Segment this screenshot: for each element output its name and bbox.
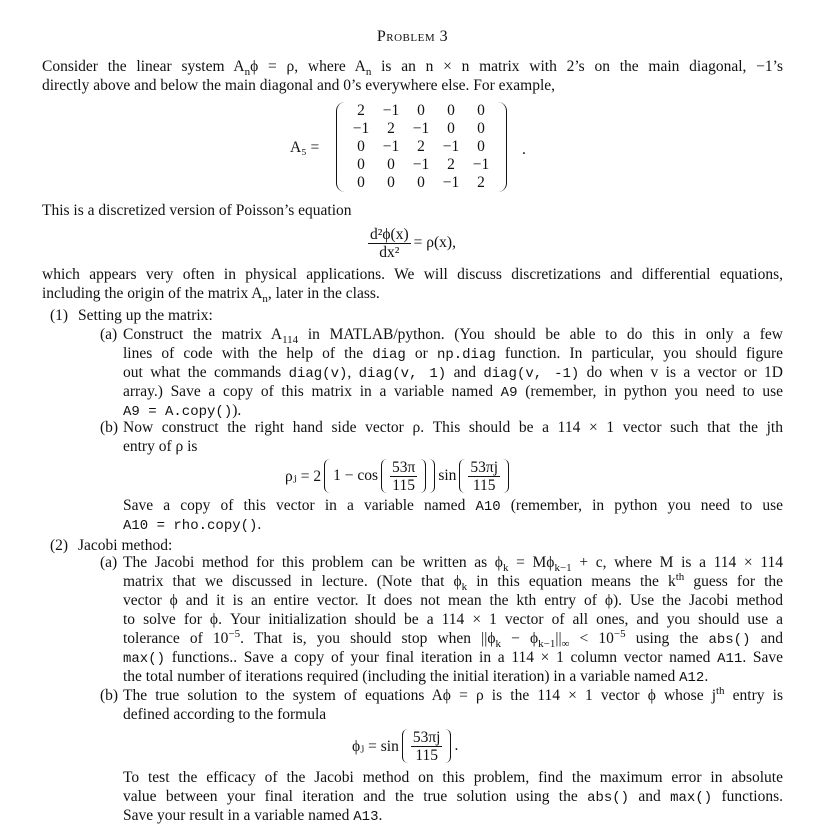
- matrix-cell: 0: [417, 174, 425, 191]
- text-segment: k: [502, 562, 509, 575]
- text-segment: . Save: [742, 649, 783, 666]
- code-text: A10: [475, 499, 501, 515]
- matrix-cell: 0: [357, 138, 365, 155]
- text-segment: n: [365, 66, 372, 79]
- intro-paragraph: [42, 57, 783, 95]
- text-segment: = Mϕ: [508, 554, 555, 571]
- part2a-text: [123, 553, 783, 686]
- text-segment: k−1: [538, 638, 556, 651]
- text-segment: Now construct the right hand side vector ρ. This should be a 114 × 1 vector such that the jth: [123, 419, 783, 436]
- matrix-label: A₅ =: [290, 139, 320, 156]
- text-segment: 114: [282, 334, 299, 347]
- text-line: [42, 76, 783, 95]
- text-line: [123, 437, 783, 456]
- text-segment: entry of ρ is: [123, 438, 198, 455]
- matrix-cell: 0: [387, 174, 395, 191]
- text-segment: vector ϕ and it is an entire vector. It does not mean the kth entry of ϕ). Use the Jacobi method: [123, 592, 783, 609]
- poisson-equation: $\frac{\text{d²ϕ(x)}}{\text{dx²}}$ = ρ(x),: [370, 225, 456, 261]
- code-text: A12: [679, 670, 705, 686]
- code-text: abs(): [708, 632, 751, 648]
- text-segment: th: [675, 570, 685, 583]
- text-segment: . That is, you should stop when ||ϕ: [240, 630, 496, 647]
- text-segment: .: [257, 516, 262, 533]
- text-segment: th: [716, 684, 725, 697]
- text-segment: − ϕ: [501, 630, 539, 647]
- matrix-cell: 2: [357, 102, 365, 119]
- paren-close: [503, 459, 509, 493]
- text-line: [42, 284, 783, 306]
- paren-close: [445, 729, 451, 763]
- text-line: [123, 705, 783, 724]
- text-line: [123, 610, 783, 629]
- matrix-cell: 0: [357, 174, 365, 191]
- text-segment: ).: [232, 402, 242, 419]
- part2-title: Jacobi method:: [78, 537, 173, 554]
- text-segment: Save a copy of this vector in a variable named: [123, 497, 476, 514]
- matrix-cell: 2: [447, 156, 455, 173]
- poisson-intro: This is a discretized version of Poisson’s equation: [42, 202, 352, 219]
- text-segment: < 10: [569, 630, 614, 647]
- part1-title: Setting up the matrix:: [78, 307, 213, 324]
- code-text: max(): [670, 790, 713, 806]
- text-segment: and: [750, 630, 783, 647]
- text-line: [123, 591, 783, 610]
- text-line: [123, 648, 783, 667]
- matrix-cell: 2: [417, 138, 425, 155]
- text-segment: in this equation means the k: [467, 573, 676, 590]
- matrix-cell: 0: [477, 138, 485, 155]
- paren-open: [324, 459, 330, 493]
- matrix-cell: −1: [442, 174, 460, 191]
- part1b-text2: [123, 496, 783, 534]
- text-segment: n: [262, 293, 268, 306]
- code-text: max(): [123, 651, 166, 667]
- text-segment: and: [446, 364, 484, 381]
- part2b-text: [123, 686, 783, 724]
- matrix-cell: −1: [472, 156, 490, 173]
- text-segment: Consider the linear system A: [42, 58, 245, 75]
- text-segment: , later in the class.: [267, 285, 380, 302]
- text-line: [123, 570, 784, 594]
- code-text: A11: [717, 651, 743, 667]
- matrix-cell: 0: [387, 156, 395, 173]
- text-segment: entry is: [724, 687, 783, 704]
- paren-open: [402, 729, 408, 763]
- text-segment: k: [495, 638, 502, 651]
- part1b-text: [123, 418, 783, 456]
- matrix-cell: 0: [357, 156, 365, 173]
- matrix-cell: 0: [477, 102, 485, 119]
- example-matrix: A₅ = 2 −1 0 0 0 −1 2 −1 0 0 0 −1 2 −1 0 0 0 −1 2 −1 0 0 0 −1 2 .: [290, 102, 526, 191]
- text-segment: functions.. Save a copy of your final iteration in a 114 × 1 column vector named: [165, 649, 718, 666]
- text-line: [123, 667, 783, 686]
- matrix-cell: −1: [382, 102, 400, 119]
- matrix-cell: −1: [412, 156, 430, 173]
- text-segment: .: [704, 668, 709, 685]
- text-segment: including the origin of the matrix A: [42, 285, 263, 302]
- code-text: diag(v): [288, 366, 348, 382]
- matrix-cell: −1: [352, 120, 370, 137]
- text-line: [123, 768, 783, 787]
- code-text: np.diag: [436, 347, 496, 363]
- text-line: [123, 496, 783, 515]
- text-segment: guess for the: [684, 573, 784, 590]
- phi-equation: ϕⱼ = sin $\frac{53\pi j}{115}$ .: [352, 728, 459, 764]
- text-segment: function. In particular, you should figure: [495, 345, 783, 362]
- text-line: [123, 325, 783, 347]
- matrix-cell: −1: [442, 138, 460, 155]
- text-segment: .: [378, 807, 383, 824]
- text-line: [42, 265, 783, 284]
- text-segment: or: [405, 345, 437, 362]
- text-segment: do when v is a vector or 1D: [579, 364, 784, 381]
- text-segment: out what the commands: [123, 364, 289, 381]
- text-segment: the total number of iterations required (including the initial iteration) in a variable named: [123, 668, 680, 685]
- text-line: [123, 806, 783, 825]
- paren-open: [381, 459, 387, 493]
- text-segment: directly above and below the main diagonal and 0’s everywhere else. For example,: [42, 77, 556, 94]
- matrix-cell: 2: [387, 120, 395, 137]
- text-segment: −5: [613, 627, 626, 640]
- paren-close: [420, 459, 426, 493]
- text-segment: value between your final iteration and the true solution using the: [123, 788, 588, 805]
- text-segment: matrix that we discussed in lecture. (Note that ϕ: [123, 573, 462, 590]
- code-text: A9 = A.copy(): [123, 404, 233, 420]
- text-segment: To test the efficacy of the Jacobi method on this problem, find the maximum error in absolute: [123, 769, 783, 786]
- text-segment: to solve for ϕ. Your initialization should be a 114 × 1 vector of all ones, and you should use a: [123, 611, 783, 628]
- text-segment: k: [461, 581, 468, 594]
- text-segment: and: [629, 788, 671, 805]
- text-segment: Save your result in a variable named: [123, 807, 354, 824]
- text-segment: defined according to the formula: [123, 706, 327, 723]
- text-segment: ,: [347, 364, 359, 381]
- code-text: A10 = rho.copy(): [123, 518, 258, 534]
- text-line: [123, 627, 783, 651]
- text-line: [123, 787, 783, 806]
- paren-close: [429, 459, 435, 493]
- matrix-cell: 2: [477, 174, 485, 191]
- text-segment: which appears very often in physical applications. We will discuss discretizations and differential equations,: [42, 266, 783, 283]
- matrix-cell: −1: [412, 120, 430, 137]
- text-segment: (remember, in python you need to use: [517, 383, 783, 400]
- matrix-cell: 0: [417, 102, 425, 119]
- matrix-cell: 0: [447, 102, 455, 119]
- text-segment: is an n × n matrix with 2’s on the main diagonal, −1’s: [371, 58, 783, 75]
- text-segment: + c, where M is a 114 × 114: [571, 554, 783, 571]
- paren-open: [459, 459, 465, 493]
- code-text: abs(): [587, 790, 630, 806]
- matrix-cell: 0: [477, 120, 485, 137]
- text-segment: lines of code with the help of the: [123, 345, 373, 362]
- text-segment: in MATLAB/python. (You should be able to do this in only a few: [298, 326, 783, 343]
- part2b-text2: [123, 768, 783, 825]
- text-segment: ϕ = ρ, where A: [250, 58, 366, 75]
- part1a-text: [123, 325, 783, 420]
- text-segment: The Jacobi method for this problem can be written as ϕ: [123, 554, 503, 571]
- text-segment: ||: [555, 630, 562, 647]
- code-text: diag(v, 1): [358, 366, 447, 382]
- code-text: A9: [500, 385, 518, 401]
- text-line: [123, 344, 783, 363]
- text-line: [123, 418, 783, 437]
- text-segment: array.) Save a copy of this matrix in a variable named: [123, 383, 501, 400]
- text-segment: k−1: [554, 562, 572, 575]
- matrix-grid: [346, 102, 496, 192]
- text-segment: −5: [228, 627, 241, 640]
- text-segment: functions.: [712, 788, 784, 805]
- matrix-cell: −1: [382, 138, 400, 155]
- text-segment: (remember, in python you need to use: [500, 497, 783, 514]
- text-segment: tolerance of 10: [123, 630, 229, 647]
- document-page: Problem 3 Consider the linear system $A_n\phi = \rho$, where $A_n$ is an n × n matrix with 2’s on the main diagonal, −1’s directly above and below the main diagonal and 0’s everywhere else. For example, A₅ = 2 −1 0 0 0 −1 2 −1 0 0 0 −1 2 −1 0 0 0 −1 2 −1 0 0 0 −1 2 . This is a discretized version of Poisson’s equation $\frac{\text{d²ϕ(x)}}{\text{dx²}}$ = ρ(x), which appears very often in physical applications. We will discuss discretizations and differential equations, including the origin of the matrix $A_n$, later in the class. (1) Setting up the matrix: (a) Construct the matrix $A_{114}$ in MATLAB/python. (You should be able to do this in only a few lines of code with the help of the diag or np.diag function. In particular, you should figure out what the commands diag(v), diag(v, 1) and diag(v, -1) do when v is a vector or 1D array.) Save a copy of this matrix in a variable named A9 (remember, in python you need to use A9 = A.copy()). (b) Now construct the right hand side vector ρ. This should be a 114 × 1 vector such that the jth entry of ρ is ρⱼ = 2 1 − cos $\frac{53\pi}{115}$ sin $\frac{53\pi j}{115}$ Save a copy of this vector in a variable named A10 (remember, in python you need to use A10 = rho.copy(). (2) Jacobi method: (a) The Jacobi method for this problem can be written as $\phi_k = M\phi_{k-1} + c$, where M is a 114 × 114 matrix that we discussed in lecture. (Note that $\phi_k$ in this equation means the $k^{th}$ guess for the vector ϕ and it is an entire vector. It does not mean the kth entry of ϕ). Use the Jacobi method to solve for ϕ. Your initialization should be a 114 × 1 vector of all ones, and you should use a tolerance of $10^{-5}$. That is, you should stop when $||\phi_k - \phi_{k-1}||_\infty < 10^{-5}$ using the abs() and max() functions.. Save a copy of your final iteration in a 114 × 1 column vector named A11. Save the total number of iterations required (including the initial iteration) in a variable named A12. (b) The true solution to the system of equations Aϕ = ρ is the 114 × 1 vector ϕ whose $j^{th}$ entry is defined according to the formula ϕⱼ = sin $\frac{53\pi j}{115}$ . To test the efficacy of the Jacobi method on this problem, find the maximum error in absolute value between your final iteration and the true solution using the abs() and max() functions. Save your result in a variable named A13.: [0, 0, 825, 825]
- text-segment: Construct the matrix A: [123, 326, 283, 343]
- text-segment: ∞: [561, 638, 570, 651]
- matrix-cell: 0: [447, 120, 455, 137]
- text-line: [123, 515, 783, 534]
- text-line: [123, 686, 783, 705]
- left-bracket: [336, 102, 345, 192]
- code-text: diag(v, -1): [483, 366, 580, 382]
- text-line: [123, 382, 783, 401]
- after-paragraph: [42, 265, 783, 306]
- rho-equation: ρⱼ = 2 1 − cos $\frac{53\pi}{115}$ sin $\frac{53\pi j}{115}$: [285, 458, 509, 494]
- text-line: [123, 363, 783, 382]
- code-text: A13: [353, 809, 379, 825]
- text-segment: using the: [625, 630, 709, 647]
- text-segment: n: [244, 66, 251, 79]
- text-line: [123, 553, 783, 575]
- code-text: diag: [372, 347, 406, 363]
- text-segment: The true solution to the system of equations Aϕ = ρ is the 114 × 1 vector ϕ whose j: [123, 687, 716, 704]
- problem-title: Problem 3: [376, 28, 449, 45]
- text-line: [42, 57, 783, 79]
- right-bracket: [498, 102, 507, 192]
